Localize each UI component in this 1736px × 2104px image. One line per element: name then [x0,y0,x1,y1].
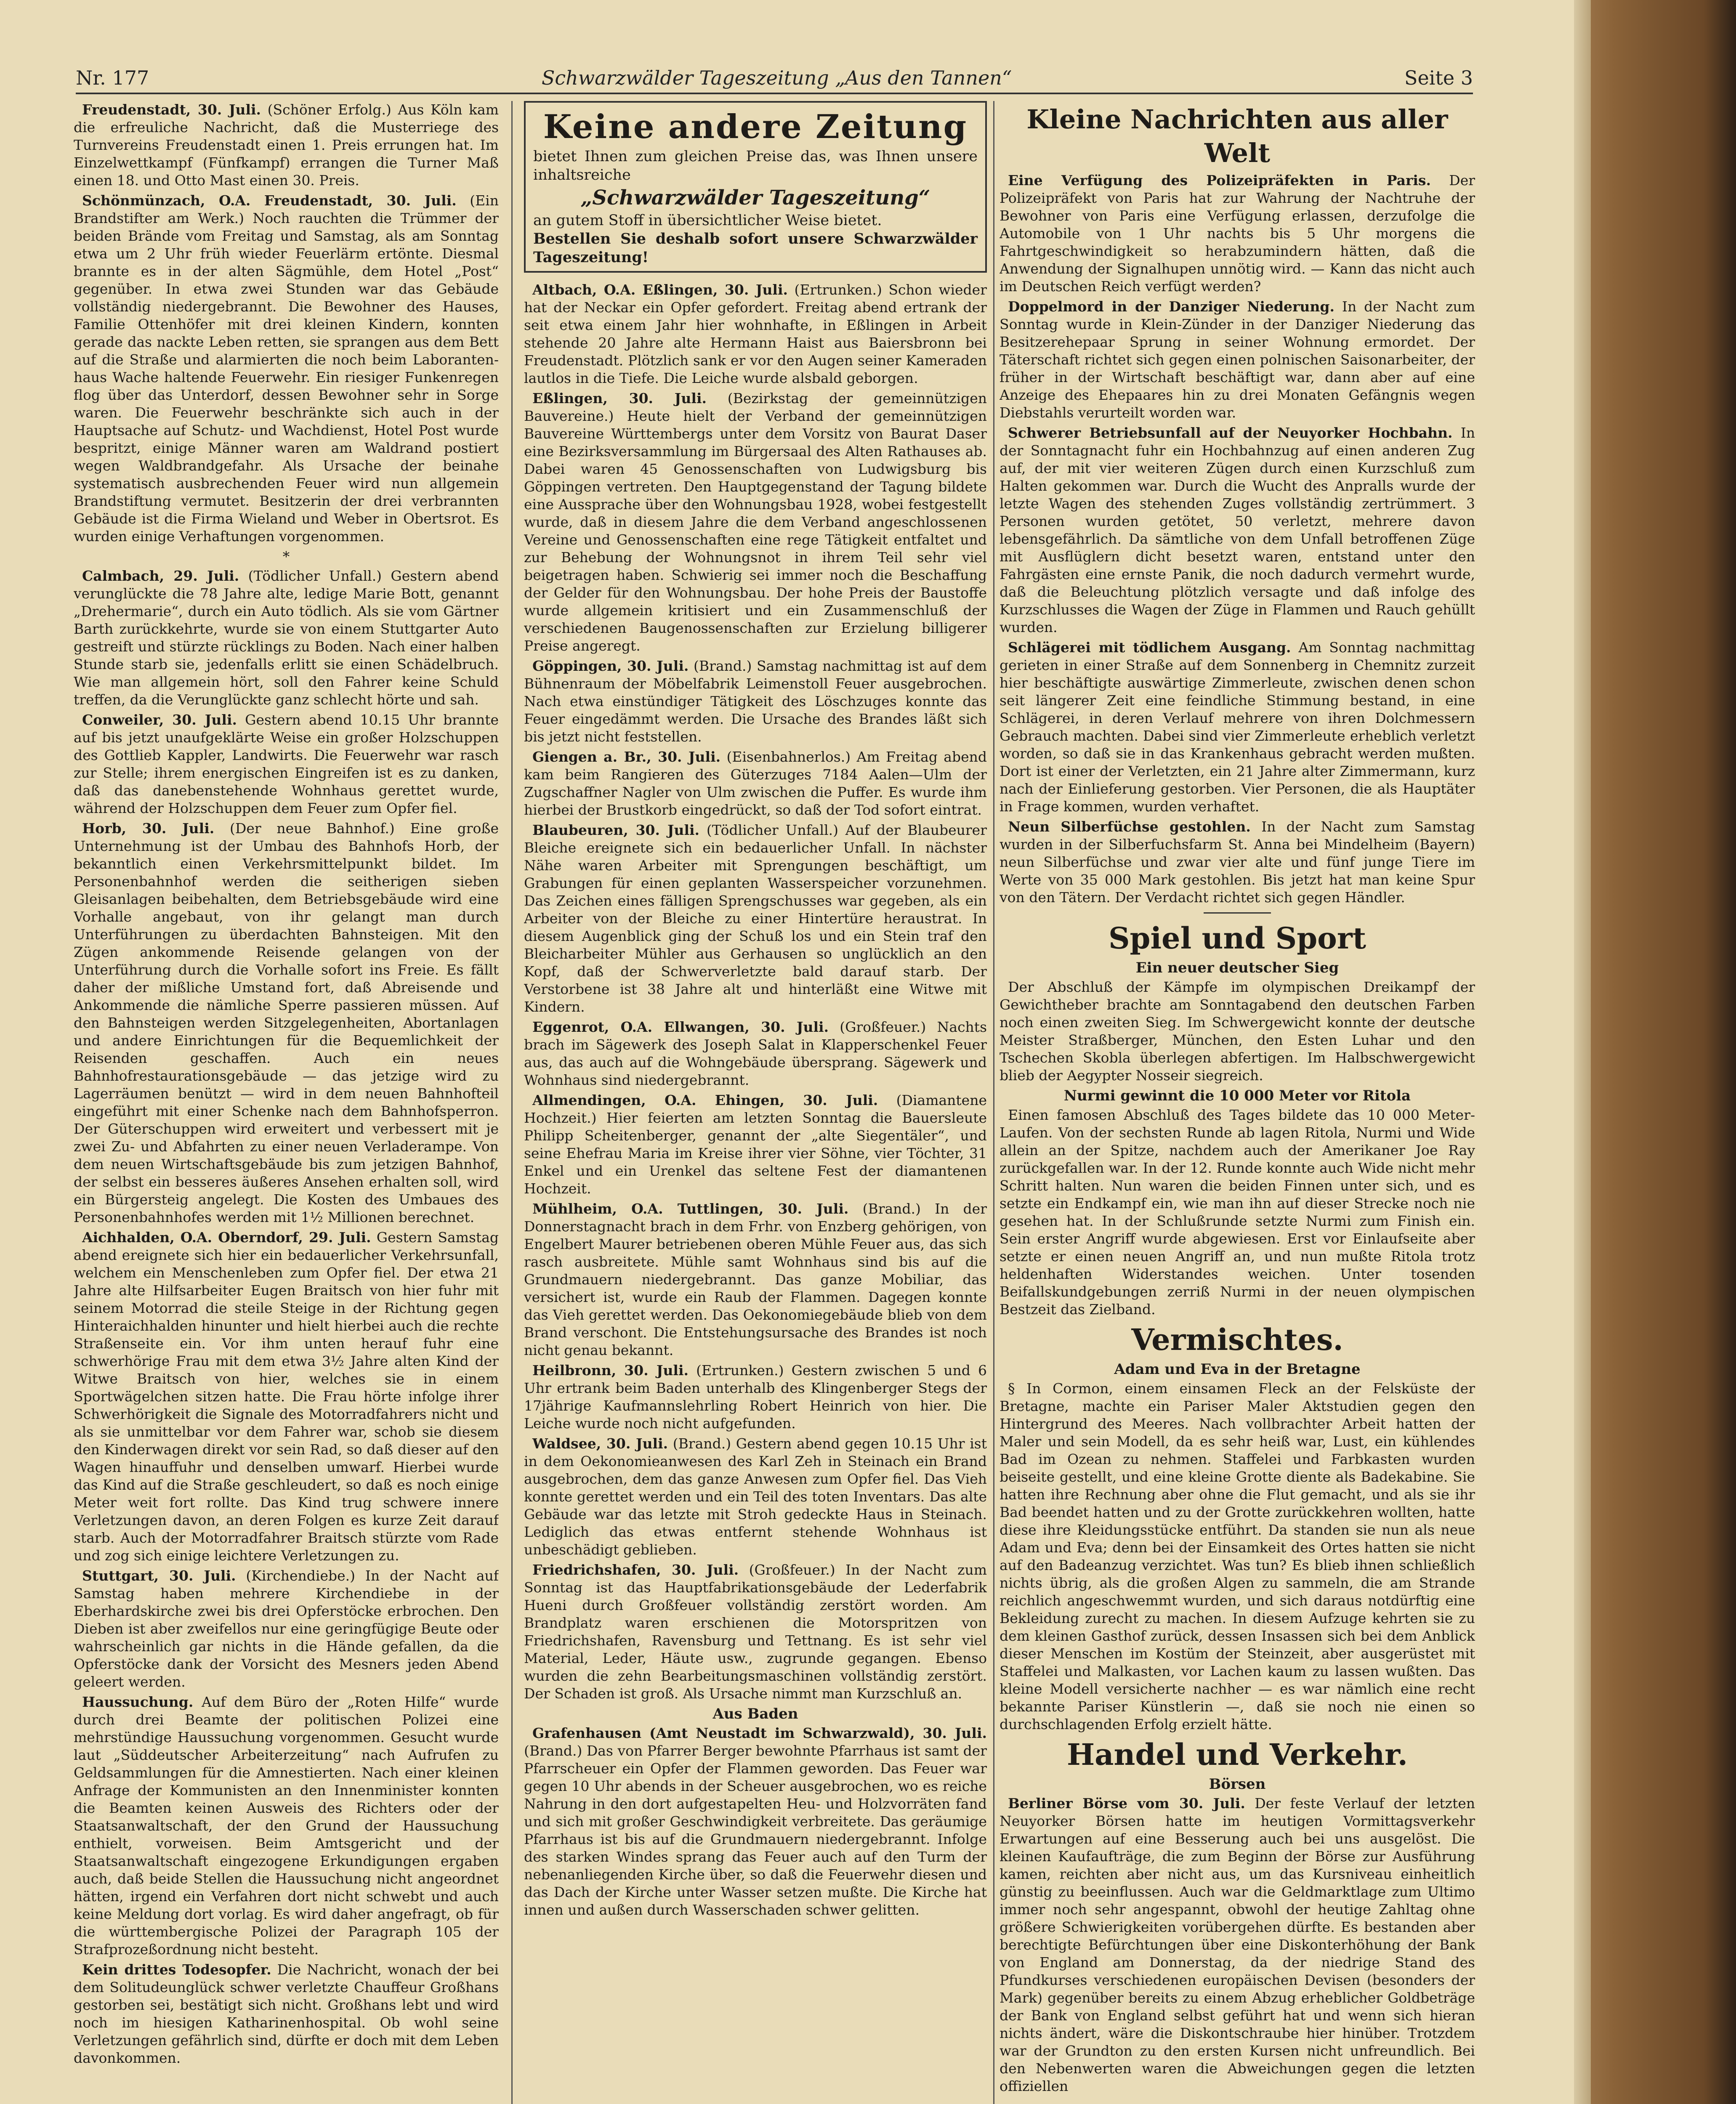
article [1000,818,1475,906]
dateline: Aichhalden, O.A. Oberndorf, 29. Juli. [82,1229,371,1246]
dateline: Neun Silberfüchse gestohlen. [1008,818,1251,835]
dateline: Mühlheim, O.A. Tuttlingen, 30. Juli. [532,1201,849,1217]
article-text: Auf dem Büro der „Roten Hilfe“ wurde durch drei Beamte der politischen Polizei eine mehrstündige Haussuchung vorgenommen. Gesucht wurde laut „Süddeutscher Arbeiterzeitung“ nach Aufrufen zu Geldsammlungen für die Amnestierten. Nach einer kleinen Anfrage der Kommunisten an den Innenminister konnten die Beamten keinen Ausweis des Richters oder der Staatsanwaltschaft, der den Grund der Haussuchung enthielt, vorweisen. Beim Amtsgericht und der Staatsanwaltschaft eingezogene Erkundigungen ergaben auch, daß beide Stellen die Haussuchung nicht angeordnet hätten, irgend ein Verfahren dort nicht schwebt und auch keine Meldung dort vorlag. Es wird daher angefragt, ob für die württembergische Polizei der Paragraph 105 der Strafprozeßordnung nicht besteht. [74,1694,499,1958]
article-text: (Brand.) Gestern abend gegen 10.15 Uhr ist in dem Oekonomieanwesen des Karl Zeh in Steinach ein Brand ausgebrochen, dem das ganze Anwesen zum Opfer fiel. Das Vieh konnte gerettet werden und ein Teil des toten Inventars. Das alte Gebäude war das letzte mit Stroh gedeckte Haus in Steinach. Lediglich das etwas entfernt stehende Wohnhaus ist unbeschädigt geblieben. [524,1435,987,1558]
column-2 [524,101,987,2104]
dateline: Eine Verfügung des Polizeipräfekten in Paris. [1008,172,1431,189]
article [1000,172,1475,295]
article [524,1362,987,1432]
article-text: (Brand.) Das von Pfarrer Berger bewohnte Pfarrhaus ist samt der Pfarrscheuer ein Opfer der Flammen geworden. Das Feuer war gegen 10 Uhr abends in der Scheuer ausgebrochen, wo es reiche Nahrung in den dort aufgestapelten Heu- und Holzvorräten fand und sich mit großer Geschwindigkeit verbreitete. Das geräumige Pfarrhaus ist bis auf die Grundmauern niedergebrannt. Infolge des starken Windes sprang das Feuer auch auf den Turm der nebenanliegenden Kirche über, so daß die Feuerwehr diesen und das Dach der Kirche unter Wasser setzen mußte. Die Kirche hat innen und außen durch Wasserschaden schwer gelitten. [524,1743,987,1918]
ad-text: an gutem Stoff in übersichtlicher Weise bietet. [533,212,882,229]
dateline: Allmendingen, O.A. Ehingen, 30. Juli. [532,1092,878,1108]
article [1000,298,1475,422]
dateline: Heilbronn, 30. Juli. [532,1362,689,1379]
article [74,101,499,189]
newspaper-title: Schwarzwälder Tageszeitung „Aus den Tannen“ [541,66,1012,89]
article [524,821,987,1016]
misc-heading: Vermischtes. [1131,1322,1343,1357]
article-text: (Großfeuer.) In der Nacht zum Sonntag ist das Hauptfabrikationsgebäude der Lederfabrik Hueni durch Großfeuer vollständig zerstört worden. Am Brandplatz waren erschienen die Motorspritzen von Friedrichshafen, Ravensburg und Tettnang. Es ist sehr viel Material, Leder, Häute usw., zugrunde gegangen. Ebenso wurden die zehn Bearbeitungsmaschinen vollständig zerstört. Der Schaden ist groß. Als Ursache nimmt man Kurzschluß an. [524,1562,987,1702]
article [524,390,987,655]
article [74,567,499,709]
dateline: Doppelmord in der Danziger Niederung. [1008,298,1335,315]
dateline: Waldsee, 30. Juli. [532,1435,668,1452]
article [524,1092,987,1198]
page-header [76,63,1473,94]
misc-subheading: Adam und Eva in der Bretagne [1114,1361,1361,1378]
article [524,1435,987,1559]
article [74,1567,499,1691]
divider [1204,912,1271,914]
article-text: (Brand.) Samstag nachmittag ist auf dem Bühnenraum der Möbelfabrik Leimenstoll Feuer ausgebrochen. Nach etwa einstündiger Tätigkeit des Löschzuges konnte das Feuer eingedämmt werden. Die Ursache des Brandes läßt sich bis jetzt nicht feststellen. [524,658,987,745]
article-text: Gestern abend 10.15 Uhr brannte auf bis jetzt unaufgeklärte Weise ein großer Holzschuppen des Gottlieb Kappler, Landwirts. Die Feuerwehr war rasch zur Stelle; ihrem energischen Eingreifen ist es zu danken, daß das danebenstehende Wohnhaus gerettet wurde, während der Holzschuppen dem Feuer zum Opfer fiel. [74,712,499,816]
dateline: Stuttgart, 30. Juli. [82,1567,236,1584]
ad-text: bietet Ihnen zum gleichen Preise das, was Ihnen unsere inhaltsreiche [533,148,978,183]
dateline: Schlägerei mit tödlichem Ausgang. [1008,639,1291,656]
article-text: (Tödlicher Unfall.) Auf der Blaubeurer Bleiche ereignete sich ein bedauerlicher Unfall. In nächster Nähe waren Arbeiter mit Sprengungen beschäftigt, um Grabungen für einen geplanten Wasserspeicher vorzunehmen. Das Zeichen eines fälligen Sprengschusses war gegeben, als ein Arbeiter von der Bleiche zu einer Hintertüre heraustrat. In diesem Augenblick ging der Schuß los und ein Stein traf den Bleicharbeiter Mühler aus Gerhausen so unglücklich an den Kopf, daß der Schwerverletzte bald darauf starb. Der Verstorbene ist 38 Jahre alt und hinterläßt eine Witwe mit Kindern. [524,822,987,1015]
dateline: Conweiler, 30. Juli. [82,712,237,728]
article-text: In der Sonntagnacht fuhr ein Hochbahnzug auf einen anderen Zug auf, der mit vier weiteren Zügen durch einen Kurzschluß zum Halten gekommen war. Durch die Wucht des Anpralls wurde der letzte Wagen des stehenden Zuges vollständig zertrümmert. 3 Personen wurden getötet, 50 verletzt, mehrere davon lebensgefährlich. Da sämtliche von dem Unfall betroffenen Züge mit Ausflüglern dicht besetzt waren, entstand unter den Fahrgästen eine ernste Panik, die noch dadurch vermehrt wurde, daß die Beleuchtung plötzlich versagte und daß infolge des Kurzschlusses die Wagen der Züge in Flammen und Rauch gehüllt wurden. [1000,425,1475,635]
dateline: Eßlingen, 30. Juli. [532,390,707,406]
dateline: Eggenrot, O.A. Ellwangen, 30. Juli. [532,1019,829,1035]
column-rule [511,101,513,2104]
article-text: In der Nacht zum Sonntag wurde in Klein-Zünder in der Danziger Niederung das Besitzerehepaar Sprung in seiner Wohnung ermordet. Der Täterschaft richtet sich gegen einen polnischen Saisonarbeiter, der früher in der Wirtschaft beschäftigt war, dann aber auf eine Anzeige des Ehepaares hin zu drei Monaten Gefängnis wegen Diebstahls verurteilt worden war. [1000,298,1475,421]
article [524,748,987,819]
section-heading: Kleine Nachrichten aus aller Welt [1026,104,1448,168]
article [74,1961,499,2067]
article [74,711,499,817]
article [1000,1795,1475,2095]
article-text: Der Polizeipräfekt von Paris hat zur Wahrung der Nachtruhe der Bewohner von Paris eine Verfügung erlassen, derzufolge die Automobile von 1 Uhr nachts bis 5 Uhr morgens die Fahrtgeschwindigkeit so herabzumindern hätten, daß die Anwendung der Signalhupen unnötig wird. — Kann das nicht auch im Deutschen Reich verfügt werden? [1000,172,1475,295]
article-text: (Ertrunken.) Gestern zwischen 5 und 6 Uhr ertrank beim Baden unterhalb des Klingenberger Stegs der 17jährige Kaufmannslehrling Robert Heinrich von hier. Die Leiche wurde noch nicht aufgefunden. [524,1362,987,1432]
article-text: Der Abschluß der Kämpfe im olympischen Dreikampf der Gewichtheber brachte am Sonntagabend den deutschen Farben noch einen zweiten Sieg. Im Schwergewicht konnte der deutsche Meister Straßberger, München, den Esten Luhar und den Tschechen Skobla überlegen abfertigen. Im Halbschwergewicht blieb der Aegypter Nosseir siegreich. [1000,979,1475,1084]
sport-subheading: Nurmi gewinnt die 10 000 Meter vor Ritola [1063,1087,1411,1104]
dateline: Berliner Börse vom 30. Juli. [1008,1795,1245,1812]
section-subheading: Aus Baden [712,1706,798,1722]
ad-call-to-action: Bestellen Sie deshalb sofort unsere Schwarzwälder Tageszeitung! [533,230,978,266]
dateline: Göppingen, 30. Juli. [532,658,689,674]
dateline: Schönmünzach, O.A. Freudenstadt, 30. Juli. [82,192,457,209]
column-3 [1000,101,1475,2104]
advertisement-box [524,101,987,273]
article [524,1724,987,1919]
book-binding [1574,0,1736,2104]
article-text: Am Sonntag nachmittag gerieten in einer Straße auf dem Sonnenberg in Chemnitz zurzeit hier beschäftigte auswärtige Zimmerleute, zwischen denen schon seit längerer Zeit eine feindliche Stimmung bestand, in eine Schlägerei, in deren Verlauf mehrere von ihren Dolchmessern Gebrauch machten. Dabei sind vier Zimmerleute erheblich verletzt worden, so daß sie in das Krankenhaus gebracht werden mußten. Dort ist einer der Verletzten, ein 21 Jahre alter Zimmermann, kurz nach der Einlieferung gestorben. Vier Personen, die als Hauptäter in Frage kommen, wurden verhaftet. [1000,639,1475,815]
issue-number: Nr. 177 [76,66,149,89]
article-text: (Eisenbahnerlos.) Am Freitag abend kam beim Rangieren des Güterzuges 7184 Aalen—Ulm der Zugschaffner Nagler von Ulm zwischen die Puffer. Es wurde ihm hierbei der Brustkorb eingedrückt, so daß der Tod sofort eintrat. [524,749,987,818]
article [524,1561,987,1703]
article [74,820,499,1226]
article-text: (Bezirkstag der gemeinnützigen Bauvereine.) Heute hielt der Verband der gemeinnützigen Bauvereine Württembergs unter dem Vorsitz von Baurat Daser eine Bezirksversammlung im Bürgersaal des Alten Rathauses ab. Dabei waren 45 Genossenschaften von Ludwigsburg bis Göppingen vertreten. Den Hauptgegenstand der Tagung bildete eine Aussprache über den Wohnungsbau 1928, wobei festgestellt wurde, daß in diesem Jahre die dem Verband angeschlossenen Vereine und Genossenschaften eine rege Tätigkeit entfaltet und zur Behebung der Wohnungsnot in ihrem Teil sehr viel beigetragen haben. Schwierig sei immer noch die Beschaffung der Gelder für den Wohnungsbau. Der hohe Preis der Baustoffe wurde allgemein kritisiert und ein Zusammenschluß der verschiedenen Baugenossenschaften zur Erzielung billigerer Preise angeregt. [524,390,987,654]
dateline: Blaubeuren, 30. Juli. [532,822,700,838]
article [1000,639,1475,816]
article-text: In der Nacht zum Samstag wurden in der Silberfuchsfarm St. Anna bei Mindelheim (Bayern) neun Silberfüchse und zwar vier alte und fünf junge Tiere im Werte von 35 000 Mark gestohlen. Bis jetzt hat man keine Spur von den Tätern. Der Verdacht richtet sich gegen Händler. [1000,818,1475,906]
article [524,281,987,387]
dateline: Horb, 30. Juli. [82,820,215,837]
article-text: Einen famosen Abschluß des Tages bildete das 10 000 Meter-Laufen. Von der sechsten Runde ab lagen Ritola, Nurmi und Wide allein an der Spitze, nachdem auch der Amerikaner Joe Ray zurückgefallen war. In der 12. Runde konnte auch Wide nicht mehr Schritt halten. Nun waren die beiden Finnen unter sich, und es setzte ein Endkampf ein, wie man ihn auf dieser Strecke noch nie gesehen hat. In der Schlußrunde setzte Nurmi zum Finish ein. Sein erster Angriff wurde abgewiesen. Erst vor Einlaufseite aber setzte er einen neuen Angriff an, und nun mußte Ritola trotz heldenhaften Widerstandes weichen. Unter tosenden Beifallskundgebungen zerriß Nurmi in der neuen olympischen Bestzeit das Zielband. [1000,1107,1475,1318]
article-text: (Der neue Bahnhof.) Eine große Unternehmung ist der Umbau des Bahnhofs Horb, der bekanntlich einen Verkehrsmittelpunkt bildet. Im Personenbahnhof werden die seitherigen sieben Gleisanlagen beibehalten, dem Betriebsgebäude wird eine Vorhalle angebaut, von ihr gelangt man durch Unterführungen zu überdachten Bahnsteigen. Mit den Zügen ankommende Reisende gelangen von der Unterführung durch die Vorhalle sofort ins Freie. Es fällt daher der mißliche Umstand fort, daß Abreisende und Ankommende die nämliche Sperre passieren müssen. Auf den Bahnsteigen werden Sitzgelegenheiten, Abortanlagen und andere Einrichtungen für die Bequemlichkeit der Reisenden geschaffen. Auch ein neues Bahnhofrestaurationsgebäude — das jetzige wird zu Lagerräumen benützt — wird in dem neuen Bahnhofteil eingeführt mit einer Schenke nach dem Bahnhofsperron. Der Güterschuppen wird erweitert und verbessert mit je zwei Zu- und Abfahrten zu einer neuen Verladerampe. Von dem neuen Wirtschaftsgebäude bis zum jetzigen Bahnhof, der selbst ein besseres äußeres Ansehen erhalten soll, wird ein Bürgersteig angelegt. Die Kosten des Umbaues des Personenbahnhofes werden mit 1½ Millionen berechnet. [74,820,499,1225]
article [1000,424,1475,636]
sport-subheading: Ein neuer deutscher Sieg [1135,959,1339,976]
dateline: Giengen a. Br., 30. Juli. [532,749,721,765]
ad-title: Keine andere Zeitung [543,108,968,146]
sport-heading: Spiel und Sport [1108,921,1366,956]
ad-newspaper-name: „Schwarzwälder Tageszeitung“ [580,186,930,210]
trade-subheading: Börsen [1209,1776,1266,1793]
column-rule [993,101,994,2104]
column-1 [74,101,499,2104]
article-text: Gestern Samstag abend ereignete sich hier ein bedauerlicher Verkehrsunfall, welchem ein Menschenleben zum Opfer fiel. Der etwa 21 Jahre alte Hilfsarbeiter Eugen Braitsch von hier fuhr mit seinem Motorrad die steile Steige in der Richtung gegen Hinteraichhalden hinunter und hielt hierbei auch die rechte Straßenseite ein. Vor ihm unten herauf fuhr eine schwerhörige Frau mit dem etwa 3½ Jahre alten Kind der Witwe Braitsch von hier, welches sie in einem Sportwägelchen sitzen hatte. Die Frau hörte infolge ihrer Schwerhörigkeit die Signale des Motorradfahrers nicht und als sie unmittelbar vor dem Fahrer war, schob sie diesem den Kinderwagen direkt vor sein Rad, so daß dieser auf den Wagen hinauffuhr und denselben umwarf. Hierbei wurde das Kind auf die Straße geschleudert, so daß es noch einige Meter weit fort rollte. Das Kind trug schwere innere Verletzungen davon, an deren Folgen es kurze Zeit darauf starb. Auch der Motorradfahrer Braitsch stürzte vom Rade und zog sich einige leichtere Verletzungen zu. [74,1229,499,1564]
dateline: Schwerer Betriebsunfall auf der Neuyorker Hochbahn. [1008,425,1453,441]
article-text: (Tödlicher Unfall.) Gestern abend verunglückte die 78 Jahre alte, ledige Marie Bott, genannt „Drehermarie“, durch ein Auto tödlich. Als sie vom Gärtner Barth zurückkehrte, wurde sie von einem Stuttgarter Auto gestreift und stürzte rücklings zu Boden. Nach einer halben Stunde starb sie, jedenfalls erlitt sie einen Schädelbruch. Wie man allgemein hört, soll den Fahrer keine Schuld treffen, da die Verunglückte ganz schlecht hörte und sah. [74,568,499,708]
dateline: Kein drittes Todesopfer. [82,1961,271,1978]
article-text: (Diamantene Hochzeit.) Hier feierten am letzten Sonntag die Bauersleute Philipp Scheitenberger, genannt der „alte Siegentäler“, und seine Ehefrau Maria im Kreise ihrer vier Söhne, vier Töchter, 31 Enkel und ein Urenkel das seltene Fest der diamantenen Hochzeit. [524,1092,987,1197]
trade-heading: Handel und Verkehr. [1067,1737,1408,1772]
article-text: Der feste Verlauf der letzten Neuyorker Börsen hatte im heutigen Vormittagsverkehr Erwartungen auf eine Besserung auch bei uns ausgelöst. Die kleinen Kaufaufträge, die zum Beginn der Börse zur Ausführung kamen, reichten aber nicht aus, um das Kursniveau einheitlich günstig zu beeinflussen. Auch war die Geldmarktlage zum Ultimo immer noch sehr angespannt, obwohl der heutige Zahltag ohne größere Schwierigkeiten vorübergehen dürfte. Es bestanden aber berechtigte Befürchtungen über eine Diskonterhöhung der Bank von England am Donnerstag, da der niedrige Stand des Pfundkurses verschiedenen europäischen Devisen (besonders der Mark) gegenüber bereits zu einem Abzug erheblicher Goldbeträge der Bank von England selbst geführt hat und wenn sich hieran nichts ändert, wäre die Diskontschraube hier hinüber. Trotzdem war der Grundton zu den ersten Kursen nicht unfreundlich. Bei den Nebenwerten waren die Abweichungen gegen die letzten offiziellen [1000,1795,1475,2094]
article [74,1693,499,1958]
dateline: Grafenhausen (Amt Neustadt im Schwarzwald), 30. Juli. [532,1725,987,1741]
dateline: Altbach, O.A. Eßlingen, 30. Juli. [532,282,788,298]
dateline: Calmbach, 29. Juli. [82,568,239,584]
article-text: Die Nachricht, wonach der bei dem Solitudeunglück schwer verletzte Chauffeur Großhans gestorben sei, bestätigt sich nicht. Großhans lebt und wird noch im hiesigen Katharinenhospital. Ob wohl seine Verletzungen gefährlich sind, dürfte er doch mit dem Leben davonkommen. [74,1961,499,2066]
article [74,192,499,545]
article [524,1018,987,1089]
article-text: (Brand.) In der Donnerstagnacht brach in dem Frhr. von Enzberg gehörigen, von Engelbert Maurer betriebenen oberen Mühle Feuer aus, das sich rasch ausbreitete. Mühle samt Wohnhaus sind bis auf die Grundmauern niedergebrannt. Das ganze Mobiliar, das versichert ist, wurde ein Raub der Flammen. Dagegen konnte das Vieh gerettet werden. Das Oekonomiegebäude blieb von dem Brand verschont. Die Entstehungsursache des Brandes ist noch nicht genau bekannt. [524,1201,987,1358]
article-text: § In Cormon, einem einsamen Fleck an der Felsküste der Bretagne, machte ein Pariser Maler Aktstudien gegen den Hintergrund des Meeres. Nach vollbrachter Arbeit hatten der Maler und sein Modell, da es sehr heiß war, Lust, ein kühlendes Bad im Ozean zu nehmen. Staffelei und Farbkasten wurden beiseite gestellt, und eine kleine Grotte diente als Badekabine. Sie hatten ihre Rechnung aber ohne die Flut gemacht, und als sie ihr Bad beendet hatten und zu der Grotte zurückkehren wollten, hatte diese ihre Kleidungsstücke entführt. Da standen sie nun als neue Adam und Eva; denn bei der Einsamkeit des Ortes hatten sie nicht auf den Badeanzug verzichtet. Was tun? Es blieb ihnen schließlich nichts übrig, als die großen Algen zu sammeln, die am Strande reichlich angeschwemmt wurden, und sich daraus notdürftig eine Bekleidung zurecht zu machen. In diesem Aufzuge kehrten sie zu dem kleinen Gasthof zurück, dessen Insassen sich bei dem Anblick dieser Menschen im Kostüm der Steinzeit, aber ausgerüstet mit Staffelei und Malkasten, vor Lachen kaum zu lassen wußten. Das kleine Modell versicherte nachher — es war nämlich eine recht bekannte Pariser Künstlerin —, daß sie noch nie einen so durchschlagenden Erfolg erzielt hätte. [1000,1380,1475,1732]
article [524,657,987,746]
dateline: Haussuchung. [82,1694,194,1710]
article-text: (Ertrunken.) Schon wieder hat der Neckar ein Opfer gefordert. Freitag abend ertrank der seit etwa einem Jahr hier wohnhafte, in Eßlingen in Arbeit stehende 20 Jahre alte Hermann Haist aus Baiersbronn bei Freudenstadt. Plötzlich sank er vor den Augen seiner Kameraden lautlos in die Tiefe. Die Leiche wurde alsbald geborgen. [524,282,987,386]
page-stack-edge [1574,0,1591,2104]
article-text: (Kirchendiebe.) In der Nacht auf Samstag haben mehrere Kirchendiebe in der Eberhardskirche zwei bis drei Opferstöcke erbrochen. Den Dieben ist aber zweifellos nur eine geringfügige Beute oder wahrscheinlich gar nichts in die Hände gefallen, da die Opferstöcke dank der Vorsicht des Mesners jeden Abend geleert werden. [74,1567,499,1690]
article [524,1200,987,1359]
article-text: (Schöner Erfolg.) Aus Köln kam die erfreuliche Nachricht, daß die Musterriege des Turnvereins Freudenstadt einen 1. Preis errungen hat. Im Einzelwettkampf (Fünfkampf) errangen die Turner Maß einen 18. und Otto Mast einen 30. Preis. [74,101,499,189]
article-text: (Ein Brandstifter am Werk.) Noch rauchten die Trümmer der beiden Brände vom Freitag und Samstag, als am Sonntag etwa um 2 Uhr früh wieder Feuerlärm ertönte. Diesmal brannte es in der alten Sägmühle, dem Hotel „Post“ gegenüber. In etwa zwei Stunden war das Gebäude vollständig niedergebrannt. Die Bewohner des Hauses, Familie Ottenhöfer mit drei kleinen Kindern, konnten gerade das nackte Leben retten, sie sprangen aus dem Bett auf die Straße und alarmierten die noch beim Laboranten-haus Wache haltende Feuerwehr. Ein riesiger Funkenregen flog über das Unterdorf, dessen Bewohner sehr in Sorge waren. Die Feuerwehr beschränkte sich auch in der Hauptsache auf Schutz- und Wachdienst, Hotel Post wurde bespritzt, einige Männer waren am Waldrand postiert wegen Waldbrandgefahr. Als Ursache der beinahe systematisch ausbrechenden Feuer wird nun allgemein Brandstiftung vermutet. Besitzerin der drei verbrannten Gebäude ist die Firma Wieland und Weber in Obertsrot. Es wurden einige Verhaftungen vorgenommen. [74,192,499,545]
article-text: (Großfeuer.) Nachts brach im Sägewerk des Joseph Salat in Klapperschenkel Feuer aus, das auch auf die Wohngebäude übersprang. Sägewerk und Wohnhaus sind niedergebrannt. [524,1019,987,1088]
dateline: Freudenstadt, 30. Juli. [82,101,261,118]
article [74,1229,499,1565]
dateline: Friedrichshafen, 30. Juli. [532,1562,739,1578]
page-number: Seite 3 [1404,66,1473,89]
separator-star: * [282,548,290,565]
